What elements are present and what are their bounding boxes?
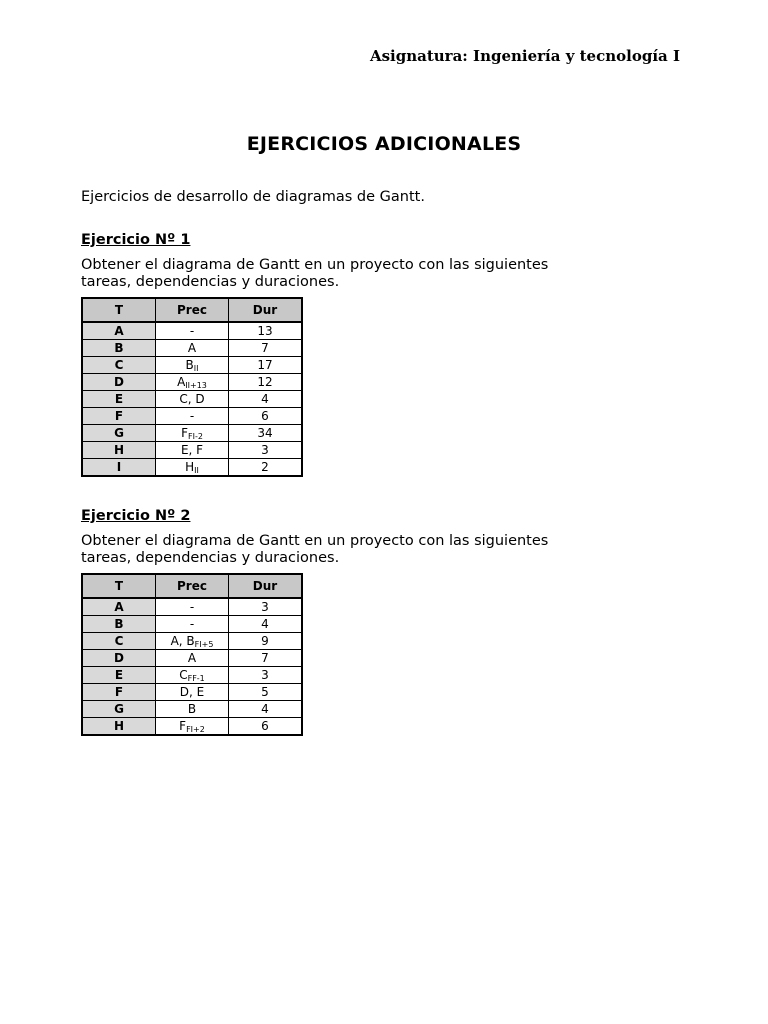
precedence-lag: II [194, 465, 199, 475]
duration-cell: 7 [229, 340, 303, 357]
exercise-2 [81, 506, 601, 736]
exercise-description: Obtener el diagrama de Gantt en un proyecto con las siguientes tareas, dependencias y duraciones. [81, 533, 549, 566]
table-row [82, 357, 302, 374]
precedence-lag: II [193, 363, 199, 373]
precedence-cell [156, 374, 229, 391]
duration-cell: 3 [229, 598, 303, 616]
precedence-value: E, F [180, 442, 204, 457]
precedence-cell [156, 616, 229, 633]
precedence-value: - [189, 408, 195, 423]
precedence-cell [156, 425, 229, 442]
precedence-cell [156, 357, 229, 374]
table-row [82, 633, 302, 650]
precedence-lag: FI-2 [187, 431, 203, 441]
precedence-cell [156, 718, 229, 736]
column-header-task: T [82, 298, 156, 322]
task-id-cell: E [82, 391, 156, 408]
precedence-cell [156, 598, 229, 616]
precedence-cell [156, 322, 229, 340]
duration-cell: 9 [229, 633, 303, 650]
task-id-cell: F [82, 684, 156, 701]
table-header-row [82, 298, 302, 322]
precedence-value: - [189, 616, 195, 631]
precedence-cell [156, 442, 229, 459]
task-table [81, 297, 303, 477]
table-row [82, 425, 302, 442]
duration-cell: 17 [229, 357, 303, 374]
precedence-cell [156, 667, 229, 684]
duration-cell: 13 [229, 322, 303, 340]
precedence-value: B [187, 701, 197, 716]
exercise-heading: Ejercicio Nº 2 [81, 508, 191, 524]
precedence-cell [156, 650, 229, 667]
precedence-value: D, E [179, 684, 205, 699]
task-table [81, 573, 303, 736]
duration-cell: 4 [229, 701, 303, 718]
precedence-cell [156, 633, 229, 650]
table-row [82, 701, 302, 718]
precedence-value: F [179, 718, 187, 733]
precedence-cell [156, 684, 229, 701]
precedence-lag: FI+2 [186, 724, 205, 734]
exercise-heading: Ejercicio Nº 1 [81, 232, 191, 248]
task-id-cell: C [82, 357, 156, 374]
task-id-cell: F [82, 408, 156, 425]
intro-text: Ejercicios de desarrollo de diagramas de Gantt. [81, 189, 425, 205]
precedence-cell [156, 391, 229, 408]
table-row [82, 391, 302, 408]
precedence-value: - [189, 599, 195, 614]
table-row [82, 322, 302, 340]
precedence-lag: II+13 [185, 380, 207, 390]
precedence-value: A [177, 374, 186, 389]
precedence-value: - [189, 323, 195, 338]
task-id-cell: G [82, 425, 156, 442]
task-id-cell: I [82, 459, 156, 477]
task-id-cell: B [82, 616, 156, 633]
document-title: EJERCICIOS ADICIONALES [246, 133, 522, 155]
precedence-lag: FI+5 [194, 639, 214, 649]
course-header: Asignatura: Ingeniería y tecnología I [369, 47, 680, 65]
table-row [82, 616, 302, 633]
table-row [82, 718, 302, 736]
task-id-cell: D [82, 374, 156, 391]
column-header-task: T [82, 574, 156, 598]
task-id-cell: B [82, 340, 156, 357]
duration-cell: 3 [229, 667, 303, 684]
precedence-cell [156, 459, 229, 477]
task-id-cell: H [82, 442, 156, 459]
column-header-dur: Dur [229, 574, 303, 598]
task-id-cell: D [82, 650, 156, 667]
precedence-value: C, D [179, 391, 205, 406]
precedence-cell [156, 701, 229, 718]
table-row [82, 408, 302, 425]
exercise-description: Obtener el diagrama de Gantt en un proyecto con las siguientes tareas, dependencias y duraciones. [81, 257, 549, 290]
task-id-cell: G [82, 701, 156, 718]
table-row [82, 684, 302, 701]
table-row [82, 442, 302, 459]
precedence-cell [156, 408, 229, 425]
duration-cell: 34 [229, 425, 303, 442]
table-row [82, 340, 302, 357]
duration-cell: 4 [229, 616, 303, 633]
exercise-1 [81, 230, 601, 477]
precedence-value: A [187, 340, 197, 355]
duration-cell: 4 [229, 391, 303, 408]
precedence-value: A [187, 650, 197, 665]
precedence-value: C [179, 667, 188, 682]
duration-cell: 12 [229, 374, 303, 391]
precedence-lag: FF-1 [187, 673, 205, 683]
duration-cell: 6 [229, 718, 303, 736]
precedence-value: A, B [170, 633, 195, 648]
column-header-prec: Prec [156, 574, 229, 598]
task-id-cell: E [82, 667, 156, 684]
precedence-value: H [185, 459, 195, 474]
table-row [82, 667, 302, 684]
precedence-cell [156, 340, 229, 357]
column-header-dur: Dur [229, 298, 303, 322]
table-row [82, 650, 302, 667]
duration-cell: 3 [229, 442, 303, 459]
column-header-prec: Prec [156, 298, 229, 322]
duration-cell: 5 [229, 684, 303, 701]
table-row [82, 459, 302, 477]
precedence-value: F [181, 425, 188, 440]
table-row [82, 598, 302, 616]
task-id-cell: A [82, 598, 156, 616]
task-id-cell: C [82, 633, 156, 650]
duration-cell: 7 [229, 650, 303, 667]
precedence-value: B [185, 357, 194, 372]
table-row [82, 374, 302, 391]
task-id-cell: A [82, 322, 156, 340]
duration-cell: 2 [229, 459, 303, 477]
duration-cell: 6 [229, 408, 303, 425]
task-id-cell: H [82, 718, 156, 736]
table-header-row [82, 574, 302, 598]
